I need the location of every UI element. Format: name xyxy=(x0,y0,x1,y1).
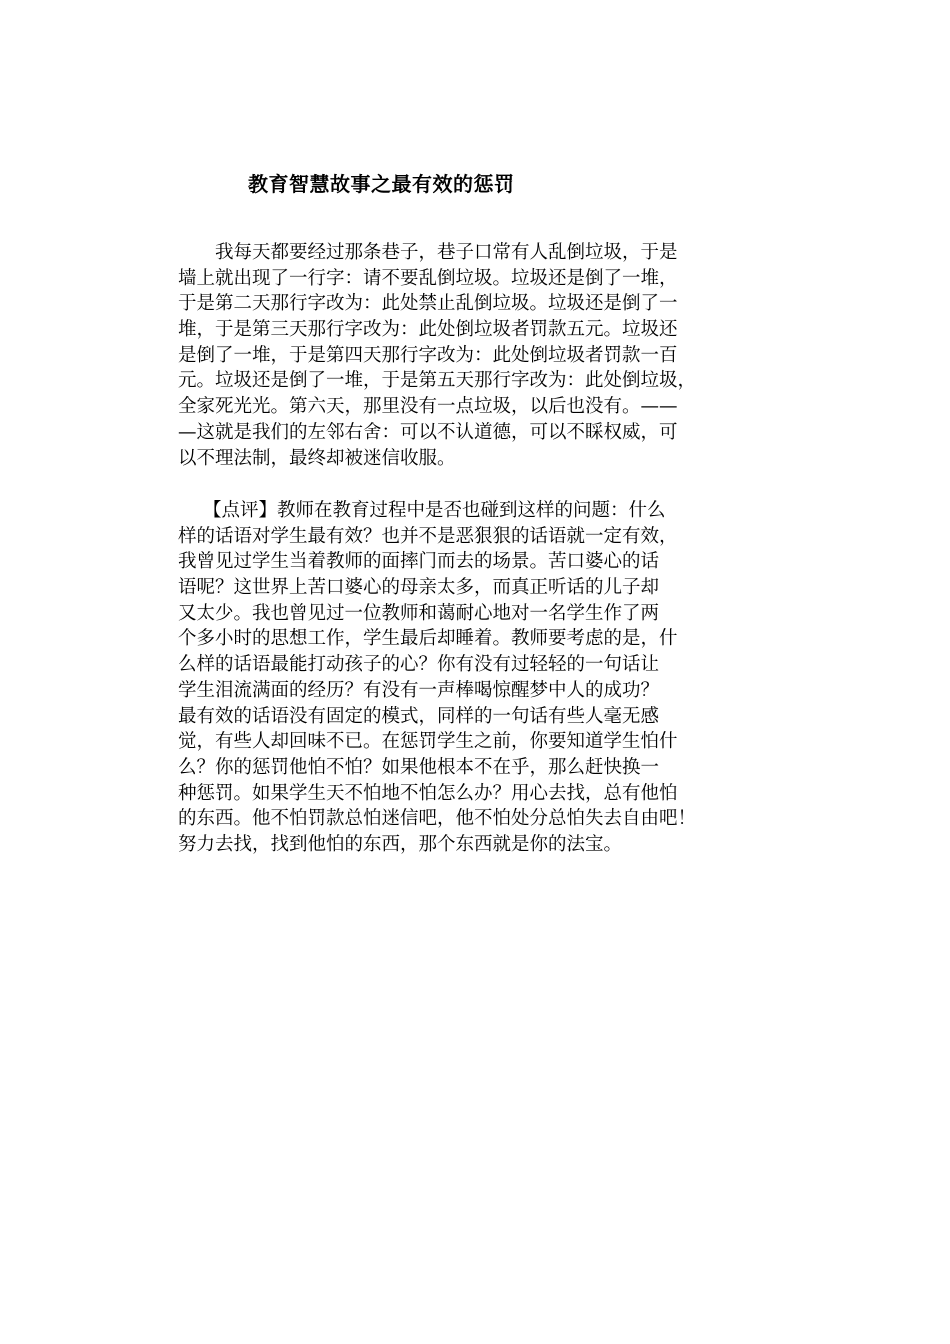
paragraph-line: 语呢？这世界上苦口婆心的母亲太多，而真正听话的儿子却 xyxy=(178,577,660,599)
paragraph-line: 学生泪流满面的经历？有没有一声棒喝惊醒梦中人的成功？ xyxy=(178,679,660,701)
paragraph-line: 个多小时的思想工作，学生最后却睡着。教师要考虑的是，什 xyxy=(178,628,678,650)
paragraph-line: 于是第二天那行字改为：此处禁止乱倒垃圾。垃圾还是倒了一 xyxy=(178,293,678,315)
paragraph-line: 的东西。他不怕罚款总怕迷信吧，他不怕处分总怕失去自由吧！ xyxy=(178,808,697,830)
paragraph-line: 元。垃圾还是倒了一堆，于是第五天那行字改为：此处倒垃圾， xyxy=(178,370,697,392)
paragraph-line: 我每天都要经过那条巷子，巷子口常有人乱倒垃圾，于是 xyxy=(215,242,678,263)
paragraph-line: 最有效的话语没有固定的模式，同样的一句话有些人毫无感 xyxy=(178,705,660,727)
paragraph-line: 么样的话语最能打动孩子的心？你有没有过轻轻的一句话让 xyxy=(178,654,660,676)
paragraph-line: 觉，有些人却回味不已。在惩罚学生之前，你要知道学生怕什 xyxy=(178,731,678,753)
paragraph-line: 努力去找，找到他怕的东西，那个东西就是你的法宝。 xyxy=(178,833,623,855)
commentary-paragraph xyxy=(178,498,778,858)
paragraph-line: 又太少。我也曾见过一位教师和蔼耐心地对一名学生作了两 xyxy=(178,602,660,624)
paragraph-line: 是倒了一堆，于是第四天那行字改为：此处倒垃圾者罚款一百 xyxy=(178,344,678,366)
paragraph-line: 堆，于是第三天那行字改为：此处倒垃圾者罚款五元。垃圾还 xyxy=(178,319,678,341)
story-paragraph xyxy=(178,240,778,471)
paragraph-line: 以不理法制，最终却被迷信收服。 xyxy=(178,447,456,469)
paragraph-line: 么？你的惩罚他怕不怕？如果他根本不在乎，那么赶快换一 xyxy=(178,756,660,778)
paragraph-line: —这就是我们的左邻右舍：可以不认道德，可以不睬权威，可 xyxy=(178,421,678,443)
paragraph-line: 全家死光光。第六天，那里没有一点垃圾，以后也没有。—— xyxy=(178,396,678,418)
paragraph-line: 【点评】教师在教育过程中是否也碰到这样的问题：什么 xyxy=(203,500,666,521)
paragraph-line: 我曾见过学生当着教师的面摔门而去的场景。苦口婆心的话 xyxy=(178,551,660,573)
paragraph-line: 墙上就出现了一行字：请不要乱倒垃圾。垃圾还是倒了一堆， xyxy=(178,267,678,289)
paragraph-line: 种惩罚。如果学生天不怕地不怕怎么办？用心去找，总有他怕 xyxy=(178,782,678,804)
paragraph-line: 样的话语对学生最有效？也并不是恶狠狠的话语就一定有效， xyxy=(178,525,678,547)
document-title: 教育智慧故事之最有效的惩罚 xyxy=(248,172,515,196)
